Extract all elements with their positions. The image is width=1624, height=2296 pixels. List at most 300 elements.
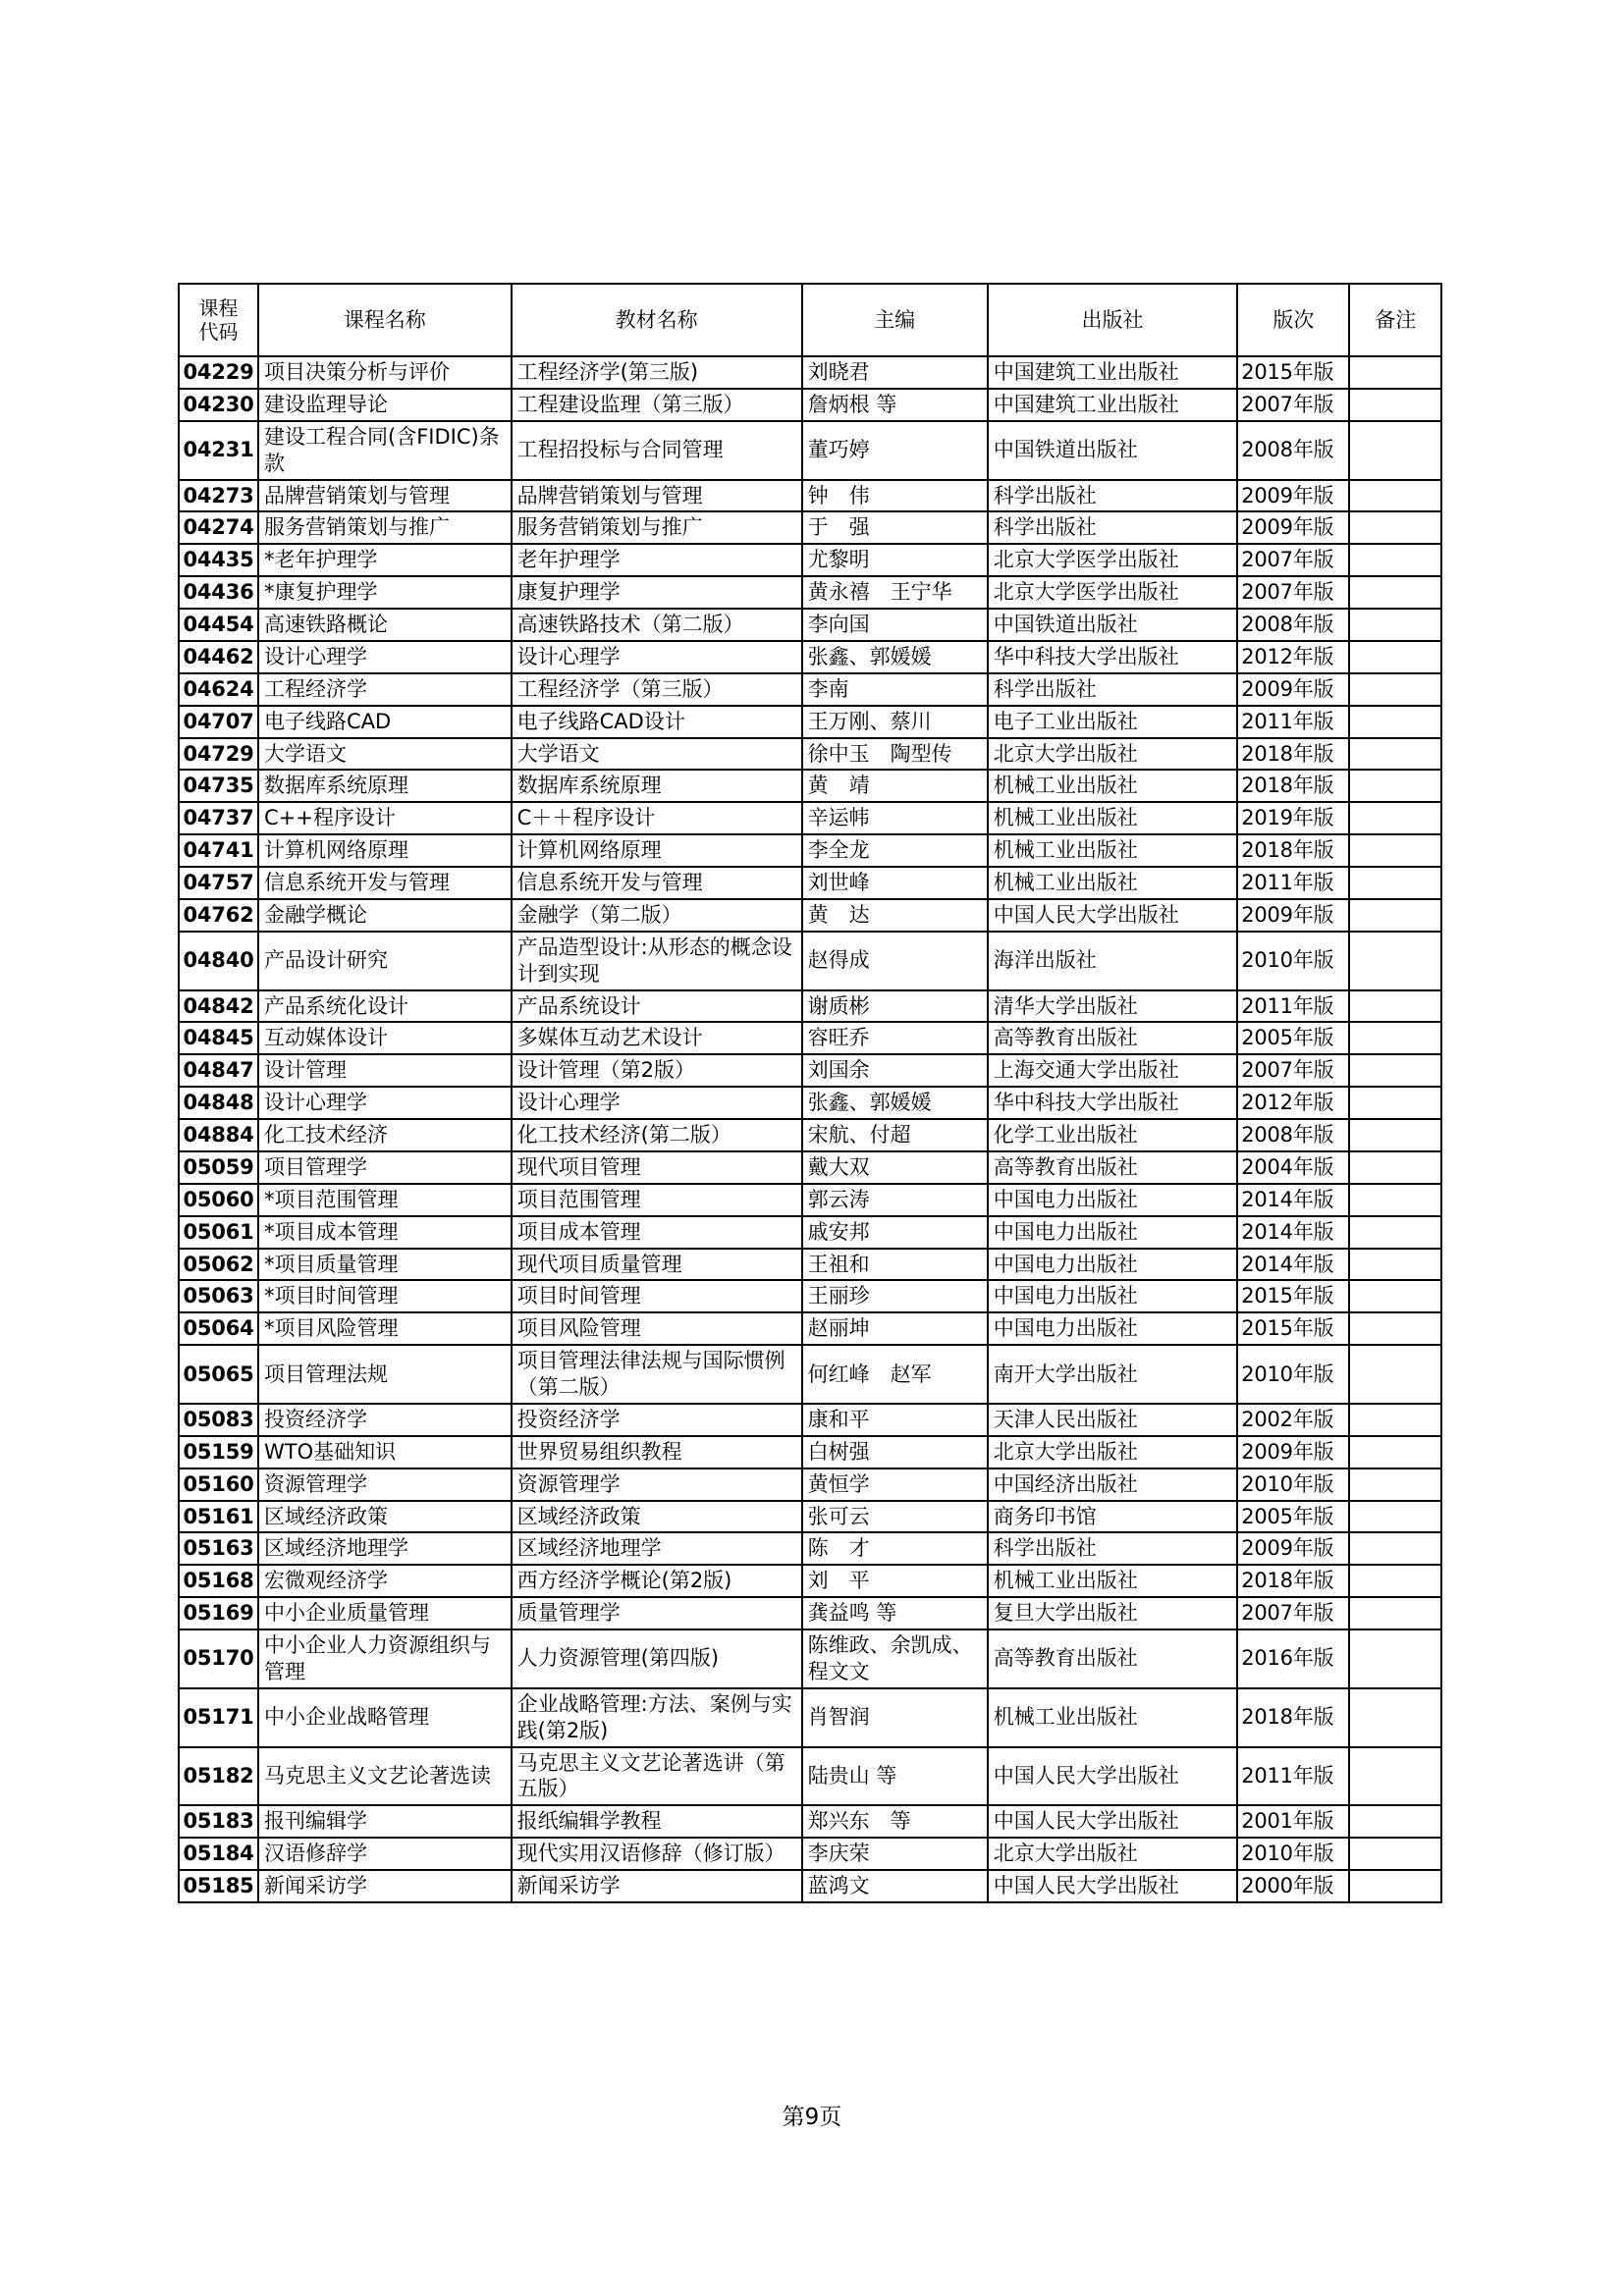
cell-publisher: 中国建筑工业出版社 bbox=[988, 389, 1237, 421]
cell-publisher: 中国电力出版社 bbox=[988, 1280, 1237, 1312]
cell-course-name: 区域经济政策 bbox=[258, 1501, 512, 1533]
cell-note bbox=[1349, 899, 1441, 932]
cell-course-code: 04884 bbox=[179, 1119, 258, 1151]
cell-note bbox=[1349, 1184, 1441, 1216]
cell-publisher: 机械工业出版社 bbox=[988, 834, 1237, 867]
cell-course-code: 04231 bbox=[179, 421, 258, 480]
table-row bbox=[179, 1184, 1441, 1216]
cell-course-code: 05159 bbox=[179, 1436, 258, 1468]
table-row bbox=[179, 1597, 1441, 1629]
cell-book-name: 区域经济地理学 bbox=[512, 1532, 802, 1565]
cell-publisher: 电子工业出版社 bbox=[988, 706, 1237, 738]
table-row bbox=[179, 1805, 1441, 1838]
cell-publisher: 海洋出版社 bbox=[988, 932, 1237, 990]
textbook-catalog-table bbox=[178, 283, 1442, 1903]
cell-course-code: 05163 bbox=[179, 1532, 258, 1565]
cell-note bbox=[1349, 706, 1441, 738]
cell-publisher: 中国电力出版社 bbox=[988, 1216, 1237, 1249]
cell-note bbox=[1349, 1597, 1441, 1629]
cell-note bbox=[1349, 1216, 1441, 1249]
table-row bbox=[179, 1436, 1441, 1468]
page-number-footer: 第9页 bbox=[782, 2105, 842, 2130]
cell-course-name: *项目风险管理 bbox=[258, 1312, 512, 1345]
table-row bbox=[179, 1119, 1441, 1151]
cell-course-name: 金融学概论 bbox=[258, 899, 512, 932]
cell-course-code: 04840 bbox=[179, 932, 258, 990]
cell-edition: 2005年版 bbox=[1237, 1501, 1349, 1533]
cell-course-code: 05169 bbox=[179, 1597, 258, 1629]
cell-note bbox=[1349, 1404, 1441, 1436]
cell-edition: 2018年版 bbox=[1237, 1565, 1349, 1597]
cell-publisher: 中国人民大学出版社 bbox=[988, 1805, 1237, 1838]
cell-author: 陆贵山 等 bbox=[802, 1747, 988, 1806]
cell-publisher: 北京大学医学出版社 bbox=[988, 544, 1237, 576]
cell-book-name: 多媒体互动艺术设计 bbox=[512, 1022, 802, 1054]
table-row bbox=[179, 641, 1441, 673]
cell-publisher: 中国铁道出版社 bbox=[988, 609, 1237, 641]
table-row bbox=[179, 834, 1441, 867]
cell-edition: 2018年版 bbox=[1237, 834, 1349, 867]
cell-edition: 2012年版 bbox=[1237, 1087, 1349, 1119]
cell-publisher: 中国建筑工业出版社 bbox=[988, 356, 1237, 389]
cell-course-code: 05182 bbox=[179, 1747, 258, 1806]
cell-author: 戚安邦 bbox=[802, 1216, 988, 1249]
cell-note bbox=[1349, 990, 1441, 1023]
cell-course-name: 宏微观经济学 bbox=[258, 1565, 512, 1597]
cell-publisher: 机械工业出版社 bbox=[988, 770, 1237, 802]
cell-course-name: 化工技术经济 bbox=[258, 1119, 512, 1151]
column-header-course-name: 课程名称 bbox=[258, 284, 512, 356]
cell-book-name: 现代项目质量管理 bbox=[512, 1249, 802, 1281]
cell-author: 李庆荣 bbox=[802, 1838, 988, 1870]
cell-book-name: 项目时间管理 bbox=[512, 1280, 802, 1312]
cell-book-name: 企业战略管理:方法、案例与实践(第2版) bbox=[512, 1688, 802, 1747]
cell-course-name: *老年护理学 bbox=[258, 544, 512, 576]
cell-author: 徐中玉 陶型传 bbox=[802, 738, 988, 771]
cell-note bbox=[1349, 1436, 1441, 1468]
cell-course-name: C++程序设计 bbox=[258, 802, 512, 834]
cell-course-code: 05183 bbox=[179, 1805, 258, 1838]
cell-author: 刘世峰 bbox=[802, 867, 988, 899]
cell-edition: 2011年版 bbox=[1237, 990, 1349, 1023]
cell-course-code: 05161 bbox=[179, 1501, 258, 1533]
cell-edition: 2008年版 bbox=[1237, 609, 1349, 641]
table-row bbox=[179, 899, 1441, 932]
table-row bbox=[179, 1629, 1441, 1688]
cell-course-code: 04741 bbox=[179, 834, 258, 867]
cell-edition: 2008年版 bbox=[1237, 421, 1349, 480]
cell-publisher: 科学出版社 bbox=[988, 1532, 1237, 1565]
cell-publisher: 中国经济出版社 bbox=[988, 1468, 1237, 1501]
cell-course-code: 05168 bbox=[179, 1565, 258, 1597]
table-row bbox=[179, 480, 1441, 512]
cell-course-name: 建设监理导论 bbox=[258, 389, 512, 421]
cell-edition: 2007年版 bbox=[1237, 576, 1349, 609]
cell-course-code: 05171 bbox=[179, 1688, 258, 1747]
table-header bbox=[179, 284, 1441, 356]
cell-note bbox=[1349, 1532, 1441, 1565]
cell-course-name: 大学语文 bbox=[258, 738, 512, 771]
cell-book-name: 康复护理学 bbox=[512, 576, 802, 609]
cell-author: 何红峰 赵军 bbox=[802, 1345, 988, 1404]
cell-publisher: 华中科技大学出版社 bbox=[988, 641, 1237, 673]
cell-publisher: 中国电力出版社 bbox=[988, 1312, 1237, 1345]
cell-note bbox=[1349, 1022, 1441, 1054]
cell-book-name: 人力资源管理(第四版) bbox=[512, 1629, 802, 1688]
cell-publisher: 科学出版社 bbox=[988, 673, 1237, 706]
table-row bbox=[179, 770, 1441, 802]
column-header-publisher: 出版社 bbox=[988, 284, 1237, 356]
cell-course-name: 设计管理 bbox=[258, 1054, 512, 1087]
cell-course-name: 项目管理学 bbox=[258, 1151, 512, 1184]
cell-edition: 2014年版 bbox=[1237, 1184, 1349, 1216]
cell-note bbox=[1349, 1054, 1441, 1087]
cell-course-name: *康复护理学 bbox=[258, 576, 512, 609]
cell-edition: 2011年版 bbox=[1237, 867, 1349, 899]
cell-note bbox=[1349, 1312, 1441, 1345]
table-row bbox=[179, 356, 1441, 389]
cell-publisher: 高等教育出版社 bbox=[988, 1022, 1237, 1054]
table-row bbox=[179, 1087, 1441, 1119]
cell-publisher: 复旦大学出版社 bbox=[988, 1597, 1237, 1629]
cell-note bbox=[1349, 544, 1441, 576]
cell-note bbox=[1349, 1565, 1441, 1597]
cell-note bbox=[1349, 1838, 1441, 1870]
cell-author: 黄恒学 bbox=[802, 1468, 988, 1501]
table-row bbox=[179, 421, 1441, 480]
cell-author: 黄 靖 bbox=[802, 770, 988, 802]
cell-author: 钟 伟 bbox=[802, 480, 988, 512]
table-row bbox=[179, 1151, 1441, 1184]
cell-author: 刘国余 bbox=[802, 1054, 988, 1087]
cell-author: 郑兴东 等 bbox=[802, 1805, 988, 1838]
cell-author: 刘 平 bbox=[802, 1565, 988, 1597]
cell-book-name: 化工技术经济(第二版） bbox=[512, 1119, 802, 1151]
cell-book-name: 设计心理学 bbox=[512, 641, 802, 673]
cell-book-name: 世界贸易组织教程 bbox=[512, 1436, 802, 1468]
cell-book-name: C＋＋程序设计 bbox=[512, 802, 802, 834]
cell-publisher: 北京大学出版社 bbox=[988, 738, 1237, 771]
cell-note bbox=[1349, 421, 1441, 480]
cell-course-name: 报刊编辑学 bbox=[258, 1805, 512, 1838]
cell-course-name: 项目管理法规 bbox=[258, 1345, 512, 1404]
cell-book-name: 项目管理法律法规与国际惯例（第二版） bbox=[512, 1345, 802, 1404]
column-header-course-code bbox=[179, 284, 258, 356]
cell-course-name: *项目时间管理 bbox=[258, 1280, 512, 1312]
table-row bbox=[179, 1870, 1441, 1902]
cell-edition: 2007年版 bbox=[1237, 389, 1349, 421]
cell-edition: 2015年版 bbox=[1237, 1280, 1349, 1312]
cell-course-name: 中小企业质量管理 bbox=[258, 1597, 512, 1629]
table-row bbox=[179, 1532, 1441, 1565]
cell-edition: 2001年版 bbox=[1237, 1805, 1349, 1838]
cell-course-code: 04847 bbox=[179, 1054, 258, 1087]
cell-author: 李南 bbox=[802, 673, 988, 706]
cell-note bbox=[1349, 770, 1441, 802]
table-row bbox=[179, 990, 1441, 1023]
cell-author: 辛运帏 bbox=[802, 802, 988, 834]
cell-edition: 2015年版 bbox=[1237, 356, 1349, 389]
table-row bbox=[179, 576, 1441, 609]
cell-book-name: 现代实用汉语修辞（修订版） bbox=[512, 1838, 802, 1870]
cell-course-code: 05170 bbox=[179, 1629, 258, 1688]
table-row bbox=[179, 1280, 1441, 1312]
cell-course-code: 05184 bbox=[179, 1838, 258, 1870]
cell-publisher: 南开大学出版社 bbox=[988, 1345, 1237, 1404]
cell-publisher: 华中科技大学出版社 bbox=[988, 1087, 1237, 1119]
table-row bbox=[179, 1468, 1441, 1501]
column-header-book-name: 教材名称 bbox=[512, 284, 802, 356]
cell-book-name: 设计管理（第2版） bbox=[512, 1054, 802, 1087]
cell-edition: 2007年版 bbox=[1237, 544, 1349, 576]
cell-book-name: 资源管理学 bbox=[512, 1468, 802, 1501]
cell-book-name: 计算机网络原理 bbox=[512, 834, 802, 867]
cell-course-name: 高速铁路概论 bbox=[258, 609, 512, 641]
cell-edition: 2011年版 bbox=[1237, 1747, 1349, 1806]
cell-course-name: 中小企业人力资源组织与管理 bbox=[258, 1629, 512, 1688]
cell-author: 白树强 bbox=[802, 1436, 988, 1468]
cell-course-name: 设计心理学 bbox=[258, 641, 512, 673]
cell-author: 谢质彬 bbox=[802, 990, 988, 1023]
column-header-author: 主编 bbox=[802, 284, 988, 356]
cell-course-code: 04435 bbox=[179, 544, 258, 576]
cell-publisher: 中国人民大学出版社 bbox=[988, 899, 1237, 932]
cell-course-code: 04454 bbox=[179, 609, 258, 641]
cell-course-code: 04729 bbox=[179, 738, 258, 771]
cell-author: 黄永禧 王宁华 bbox=[802, 576, 988, 609]
cell-book-name: 大学语文 bbox=[512, 738, 802, 771]
cell-note bbox=[1349, 834, 1441, 867]
cell-publisher: 机械工业出版社 bbox=[988, 867, 1237, 899]
cell-edition: 2000年版 bbox=[1237, 1870, 1349, 1902]
column-header-edition: 版次 bbox=[1237, 284, 1349, 356]
cell-note bbox=[1349, 511, 1441, 544]
cell-book-name: 产品系统设计 bbox=[512, 990, 802, 1023]
table-header-row bbox=[179, 284, 1441, 356]
table-row bbox=[179, 867, 1441, 899]
cell-book-name: 工程经济学(第三版) bbox=[512, 356, 802, 389]
cell-course-name: 电子线路CAD bbox=[258, 706, 512, 738]
column-header-course-code-line1: 课程 bbox=[198, 295, 239, 320]
cell-edition: 2015年版 bbox=[1237, 1312, 1349, 1345]
cell-course-code: 04762 bbox=[179, 899, 258, 932]
cell-note bbox=[1349, 738, 1441, 771]
cell-book-name: 设计心理学 bbox=[512, 1087, 802, 1119]
cell-author: 龚益鸣 等 bbox=[802, 1597, 988, 1629]
cell-author: 蓝鸿文 bbox=[802, 1870, 988, 1902]
cell-publisher: 中国电力出版社 bbox=[988, 1249, 1237, 1281]
cell-author: 李向国 bbox=[802, 609, 988, 641]
cell-course-name: 互动媒体设计 bbox=[258, 1022, 512, 1054]
cell-course-code: 04848 bbox=[179, 1087, 258, 1119]
column-header-course-code-line2: 代码 bbox=[198, 320, 239, 344]
cell-course-name: 项目决策分析与评价 bbox=[258, 356, 512, 389]
cell-course-name: 新闻采访学 bbox=[258, 1870, 512, 1902]
cell-publisher: 上海交通大学出版社 bbox=[988, 1054, 1237, 1087]
cell-course-code: 04230 bbox=[179, 389, 258, 421]
cell-course-code: 04273 bbox=[179, 480, 258, 512]
cell-book-name: 马克思主义文艺论著选讲（第五版） bbox=[512, 1747, 802, 1806]
cell-edition: 2010年版 bbox=[1237, 1838, 1349, 1870]
cell-author: 王祖和 bbox=[802, 1249, 988, 1281]
cell-edition: 2009年版 bbox=[1237, 673, 1349, 706]
cell-course-code: 05185 bbox=[179, 1870, 258, 1902]
cell-course-name: 服务营销策划与推广 bbox=[258, 511, 512, 544]
cell-edition: 2012年版 bbox=[1237, 641, 1349, 673]
cell-course-code: 04436 bbox=[179, 576, 258, 609]
cell-course-name: 产品系统化设计 bbox=[258, 990, 512, 1023]
cell-note bbox=[1349, 1688, 1441, 1747]
table-row bbox=[179, 1501, 1441, 1533]
cell-book-name: 项目风险管理 bbox=[512, 1312, 802, 1345]
cell-publisher: 中国电力出版社 bbox=[988, 1184, 1237, 1216]
table-row bbox=[179, 802, 1441, 834]
cell-publisher: 高等教育出版社 bbox=[988, 1629, 1237, 1688]
cell-publisher: 北京大学出版社 bbox=[988, 1838, 1237, 1870]
cell-course-code: 05160 bbox=[179, 1468, 258, 1501]
cell-course-code: 05063 bbox=[179, 1280, 258, 1312]
cell-course-code: 05059 bbox=[179, 1151, 258, 1184]
cell-book-name: 数据库系统原理 bbox=[512, 770, 802, 802]
cell-edition: 2010年版 bbox=[1237, 932, 1349, 990]
table-row bbox=[179, 1565, 1441, 1597]
cell-note bbox=[1349, 1747, 1441, 1806]
cell-course-code: 04229 bbox=[179, 356, 258, 389]
cell-book-name: 金融学（第二版） bbox=[512, 899, 802, 932]
cell-book-name: 电子线路CAD设计 bbox=[512, 706, 802, 738]
cell-author: 黄 达 bbox=[802, 899, 988, 932]
cell-book-name: 现代项目管理 bbox=[512, 1151, 802, 1184]
cell-course-name: *项目成本管理 bbox=[258, 1216, 512, 1249]
cell-publisher: 机械工业出版社 bbox=[988, 802, 1237, 834]
cell-course-code: 04462 bbox=[179, 641, 258, 673]
cell-edition: 2007年版 bbox=[1237, 1597, 1349, 1629]
cell-course-name: WTO基础知识 bbox=[258, 1436, 512, 1468]
cell-publisher: 中国铁道出版社 bbox=[988, 421, 1237, 480]
cell-book-name: 西方经济学概论(第2版) bbox=[512, 1565, 802, 1597]
table-row bbox=[179, 1216, 1441, 1249]
cell-edition: 2016年版 bbox=[1237, 1629, 1349, 1688]
cell-course-code: 04707 bbox=[179, 706, 258, 738]
cell-course-name: 计算机网络原理 bbox=[258, 834, 512, 867]
cell-edition: 2008年版 bbox=[1237, 1119, 1349, 1151]
cell-publisher: 中国人民大学出版社 bbox=[988, 1747, 1237, 1806]
table-row bbox=[179, 1345, 1441, 1404]
cell-edition: 2010年版 bbox=[1237, 1468, 1349, 1501]
cell-book-name: 工程建设监理（第三版） bbox=[512, 389, 802, 421]
cell-author: 王丽珍 bbox=[802, 1280, 988, 1312]
cell-author: 赵得成 bbox=[802, 932, 988, 990]
table-row bbox=[179, 609, 1441, 641]
cell-author: 张可云 bbox=[802, 1501, 988, 1533]
cell-edition: 2018年版 bbox=[1237, 770, 1349, 802]
cell-course-name: 数据库系统原理 bbox=[258, 770, 512, 802]
cell-course-name: 汉语修辞学 bbox=[258, 1838, 512, 1870]
table-row bbox=[179, 389, 1441, 421]
cell-author: 陈 才 bbox=[802, 1532, 988, 1565]
cell-note bbox=[1349, 932, 1441, 990]
cell-publisher: 化学工业出版社 bbox=[988, 1119, 1237, 1151]
cell-note bbox=[1349, 1151, 1441, 1184]
cell-edition: 2018年版 bbox=[1237, 1688, 1349, 1747]
cell-author: 刘晓君 bbox=[802, 356, 988, 389]
table-row bbox=[179, 706, 1441, 738]
table-row bbox=[179, 544, 1441, 576]
table-row bbox=[179, 932, 1441, 990]
cell-edition: 2018年版 bbox=[1237, 738, 1349, 771]
cell-course-name: 马克思主义文艺论著选读 bbox=[258, 1747, 512, 1806]
cell-book-name: 服务营销策划与推广 bbox=[512, 511, 802, 544]
cell-course-name: 中小企业战略管理 bbox=[258, 1688, 512, 1747]
table-row bbox=[179, 1838, 1441, 1870]
cell-book-name: 项目成本管理 bbox=[512, 1216, 802, 1249]
cell-edition: 2010年版 bbox=[1237, 1345, 1349, 1404]
table-row bbox=[179, 1022, 1441, 1054]
cell-course-code: 05061 bbox=[179, 1216, 258, 1249]
cell-publisher: 商务印书馆 bbox=[988, 1501, 1237, 1533]
table-row bbox=[179, 1404, 1441, 1436]
cell-author: 郭云涛 bbox=[802, 1184, 988, 1216]
cell-course-code: 05083 bbox=[179, 1404, 258, 1436]
cell-edition: 2009年版 bbox=[1237, 1436, 1349, 1468]
cell-book-name: 产品造型设计:从形态的概念设计到实现 bbox=[512, 932, 802, 990]
cell-course-code: 05062 bbox=[179, 1249, 258, 1281]
table-row bbox=[179, 511, 1441, 544]
cell-course-name: *项目范围管理 bbox=[258, 1184, 512, 1216]
cell-edition: 2009年版 bbox=[1237, 899, 1349, 932]
cell-book-name: 质量管理学 bbox=[512, 1597, 802, 1629]
cell-course-name: 品牌营销策划与管理 bbox=[258, 480, 512, 512]
cell-note bbox=[1349, 480, 1441, 512]
table-row bbox=[179, 1249, 1441, 1281]
cell-edition: 2019年版 bbox=[1237, 802, 1349, 834]
cell-course-code: 05064 bbox=[179, 1312, 258, 1345]
cell-book-name: 工程经济学（第三版） bbox=[512, 673, 802, 706]
cell-author: 李全龙 bbox=[802, 834, 988, 867]
cell-edition: 2009年版 bbox=[1237, 511, 1349, 544]
column-header-note: 备注 bbox=[1349, 284, 1441, 356]
cell-note bbox=[1349, 609, 1441, 641]
cell-book-name: 高速铁路技术（第二版） bbox=[512, 609, 802, 641]
cell-note bbox=[1349, 356, 1441, 389]
cell-note bbox=[1349, 1870, 1441, 1902]
cell-edition: 2014年版 bbox=[1237, 1249, 1349, 1281]
cell-course-name: 工程经济学 bbox=[258, 673, 512, 706]
cell-course-name: 产品设计研究 bbox=[258, 932, 512, 990]
cell-edition: 2014年版 bbox=[1237, 1216, 1349, 1249]
cell-book-name: 品牌营销策划与管理 bbox=[512, 480, 802, 512]
table-row bbox=[179, 738, 1441, 771]
cell-course-code: 04274 bbox=[179, 511, 258, 544]
cell-note bbox=[1349, 1249, 1441, 1281]
cell-note bbox=[1349, 867, 1441, 899]
cell-book-name: 区域经济政策 bbox=[512, 1501, 802, 1533]
cell-publisher: 科学出版社 bbox=[988, 480, 1237, 512]
cell-author: 宋航、付超 bbox=[802, 1119, 988, 1151]
cell-publisher: 机械工业出版社 bbox=[988, 1565, 1237, 1597]
cell-course-code: 04842 bbox=[179, 990, 258, 1023]
cell-book-name: 新闻采访学 bbox=[512, 1870, 802, 1902]
cell-edition: 2005年版 bbox=[1237, 1022, 1349, 1054]
cell-edition: 2009年版 bbox=[1237, 480, 1349, 512]
cell-publisher: 清华大学出版社 bbox=[988, 990, 1237, 1023]
cell-publisher: 机械工业出版社 bbox=[988, 1688, 1237, 1747]
cell-course-code: 04757 bbox=[179, 867, 258, 899]
cell-course-name: 投资经济学 bbox=[258, 1404, 512, 1436]
cell-publisher: 天津人民出版社 bbox=[988, 1404, 1237, 1436]
cell-note bbox=[1349, 1119, 1441, 1151]
cell-author: 康和平 bbox=[802, 1404, 988, 1436]
